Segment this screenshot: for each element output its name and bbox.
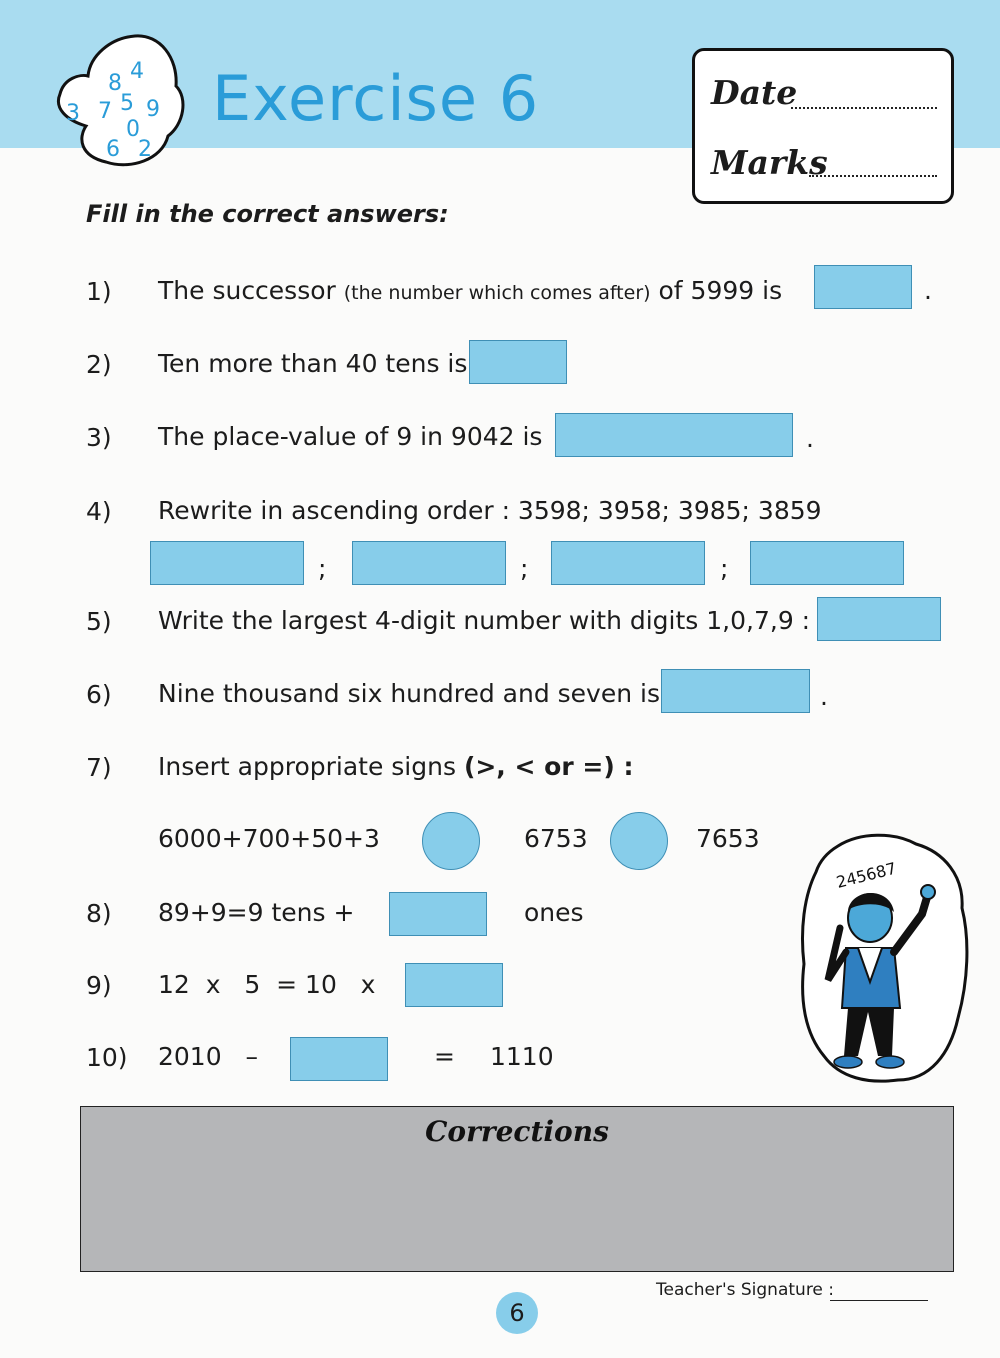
question-3-text: The place-value of 9 in 9042 is <box>158 422 543 451</box>
answer-box-10[interactable] <box>290 1037 388 1081</box>
answer-box-2[interactable] <box>469 340 567 384</box>
answer-box-4a[interactable] <box>150 541 304 585</box>
question-4-text: Rewrite in ascending order : 3598; 3958; 3985; 3859 <box>158 496 822 525</box>
instructions: Fill in the correct answers: <box>86 200 449 228</box>
separator: ; <box>318 554 327 583</box>
number-egg-icon <box>50 28 200 173</box>
question-6-text: Nine thousand six hundred and seven is <box>158 679 660 708</box>
expression-left: 6000+700+50+3 <box>158 824 380 853</box>
question-number: 4) <box>86 497 112 526</box>
answer-box-1[interactable] <box>814 265 912 309</box>
answer-box-4d[interactable] <box>750 541 904 585</box>
answer-box-4c[interactable] <box>551 541 705 585</box>
date-field[interactable] <box>791 107 937 109</box>
separator: ; <box>720 554 729 583</box>
answer-box-9[interactable] <box>405 963 503 1007</box>
thinking-boy-illustration <box>798 832 970 1084</box>
egg-digit-6: 6 <box>106 137 120 162</box>
question-2-text: Ten more than 40 tens is <box>158 349 468 378</box>
question-10-equals: = <box>434 1042 455 1071</box>
question-1-text <box>158 276 782 305</box>
egg-digit-5: 5 <box>120 91 134 116</box>
answer-box-3[interactable] <box>555 413 793 457</box>
end-period: . <box>806 424 814 453</box>
end-period: . <box>820 682 828 711</box>
question-number: 6) <box>86 680 112 709</box>
page-number: 6 <box>496 1292 538 1334</box>
egg-digit-8: 8 <box>108 71 122 96</box>
question-8-after: ones <box>524 898 584 927</box>
question-number: 3) <box>86 423 112 452</box>
marks-label: Marks <box>711 143 828 182</box>
question-8-text: 89+9=9 tens + <box>158 898 355 927</box>
question-text: The successor <box>158 276 344 305</box>
question-number: 10) <box>86 1043 128 1072</box>
question-number: 8) <box>86 899 112 928</box>
separator: ; <box>520 554 529 583</box>
egg-digit-2: 2 <box>138 137 152 162</box>
expression-middle: 6753 <box>524 824 588 853</box>
question-number: 7) <box>86 753 112 782</box>
expression-right: 7653 <box>696 824 760 853</box>
question-7-text <box>158 752 633 781</box>
egg-digit-0: 0 <box>126 117 140 142</box>
question-number: 5) <box>86 607 112 636</box>
sign-circle-2[interactable] <box>610 812 668 870</box>
egg-digit-7: 7 <box>98 99 112 124</box>
question-5-text: Write the largest 4-digit number with digits 1,0,7,9 : <box>158 606 811 635</box>
corrections-box[interactable] <box>80 1106 954 1272</box>
question-text: of 5999 is <box>650 276 783 305</box>
date-marks-box <box>692 48 954 204</box>
end-period: . <box>924 276 932 305</box>
answer-box-6[interactable] <box>661 669 810 713</box>
question-number: 1) <box>86 277 112 306</box>
date-label: Date <box>711 73 798 112</box>
sign-circle-1[interactable] <box>422 812 480 870</box>
question-number: 2) <box>86 350 112 379</box>
question-note: (the number which comes after) <box>343 282 651 304</box>
egg-digit-3: 3 <box>66 101 80 126</box>
question-10-left: 2010 – <box>158 1042 258 1071</box>
teacher-signature-field[interactable] <box>830 1300 928 1301</box>
question-bold-text: (>, < or =) : <box>463 752 634 781</box>
answer-box-4b[interactable] <box>352 541 506 585</box>
cartoon-number: 245687 <box>834 858 899 892</box>
question-10-right: 1110 <box>490 1042 554 1071</box>
answer-box-5[interactable] <box>817 597 941 641</box>
question-9-text: 12 x 5 = 10 x <box>158 970 376 999</box>
question-text: Insert appropriate signs <box>158 752 464 781</box>
marks-field[interactable] <box>809 175 937 177</box>
teacher-signature-label: Teacher's Signature : <box>656 1280 835 1300</box>
page-title: Exercise 6 <box>212 62 540 135</box>
corrections-title: Corrections <box>425 1115 609 1148</box>
egg-digit-4: 4 <box>130 59 144 84</box>
answer-box-8[interactable] <box>389 892 487 936</box>
egg-digit-9: 9 <box>146 97 160 122</box>
question-number: 9) <box>86 971 112 1000</box>
